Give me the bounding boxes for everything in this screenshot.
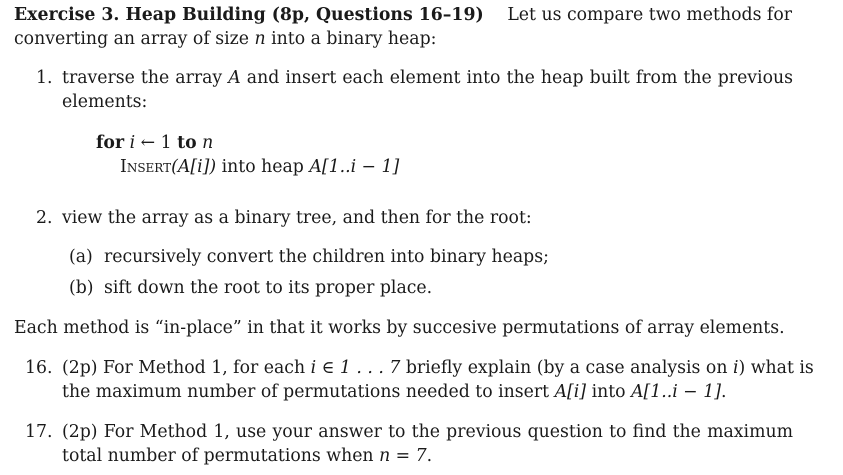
exercise-title: Exercise 3. Heap Building (8p, Questions 16–19) xyxy=(14,5,484,25)
method-2-number: 2. xyxy=(36,208,53,228)
sub-item-b-text: sift down the root to its proper place. xyxy=(104,278,433,298)
in-place-note: Each method is “in-place” in that it works by succesive permutations of array elements. xyxy=(14,318,785,338)
question-16-line-1: (2p) For Method 1, for each i ∈ 1 . . . 7 briefly explain (by a case analysis on i) what is xyxy=(62,358,814,378)
exercise-heading-line xyxy=(14,4,792,26)
intro-text-a: Let us compare two methods for xyxy=(507,5,792,25)
question-17-line-1: (2p) For Method 1, use your answer to the previous question to find the maximum xyxy=(62,422,793,442)
question-16-line-2: the maximum number of permutations needed to insert A[i] into A[1..i − 1]. xyxy=(62,382,727,402)
sub-item-b-label: (b) xyxy=(69,278,94,298)
pseudocode-insert-line: Insert(A[i]) into heap A[1..i − 1] xyxy=(120,157,400,177)
sub-item-a-text: recursively convert the children into binary heaps; xyxy=(104,247,549,267)
method-1-number: 1. xyxy=(36,68,53,88)
intro-line-2: converting an array of size n into a binary heap: xyxy=(14,29,437,49)
for-keyword: for xyxy=(96,133,125,153)
left-arrow-icon: ← xyxy=(140,133,156,153)
method-1-line-2: elements: xyxy=(62,92,148,112)
method-2-text: view the array as a binary tree, and then for the root: xyxy=(62,208,532,228)
question-16-number: 16. xyxy=(25,358,53,378)
method-1-line-1: traverse the array A and insert each element into the heap built from the previous xyxy=(62,68,793,88)
sub-item-a-label: (a) xyxy=(69,247,93,267)
question-17-number: 17. xyxy=(25,422,53,442)
insert-function: Insert xyxy=(120,157,172,177)
question-17-line-2: total number of permutations when n = 7. xyxy=(62,446,433,466)
to-keyword: to xyxy=(177,133,197,153)
pseudocode-for-line: for i ← 1 to n xyxy=(96,133,214,153)
